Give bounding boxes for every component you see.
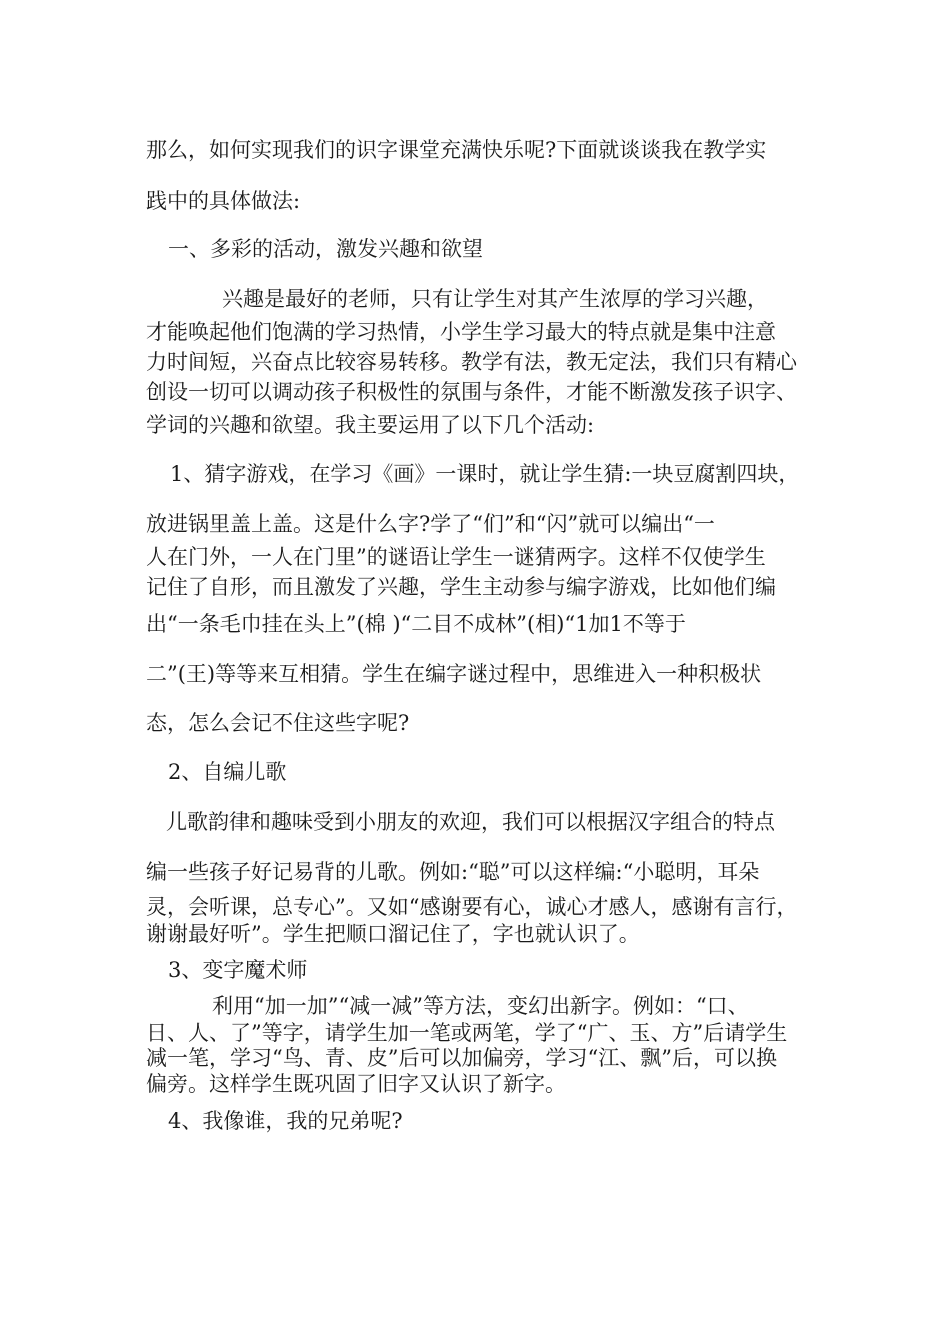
paragraph-line: 二”(王)等等来互相猜。学生在编字谜过程中，思维进入一种积极状 — [146, 662, 762, 686]
section-heading: 一、多彩的活动，激发兴趣和欲望 — [168, 237, 483, 261]
paragraph-line: 儿歌韵律和趣味受到小朋友的欢迎，我们可以根据汉字组合的特点 — [166, 810, 775, 834]
paragraph-line: 践中的具体做法: — [146, 189, 301, 213]
paragraph-line: 利用“加一加”“减一减”等方法，变幻出新字。例如：“口、 — [212, 994, 749, 1018]
subsection-heading: 2、自编儿歌 — [168, 760, 287, 784]
paragraph-line: 力时间短，兴奋点比较容易转移。教学有法，教无定法，我们只有精心 — [146, 350, 797, 374]
paragraph-line: 偏旁。这样学生既巩固了旧字又认识了新字。 — [146, 1072, 566, 1096]
paragraph-line: 态，怎么会记不住这些字呢? — [146, 711, 410, 735]
subsection-heading: 4、我像谁，我的兄弟呢? — [168, 1109, 403, 1133]
paragraph-line: 兴趣是最好的老师，只有让学生对其产生浓厚的学习兴趣， — [222, 287, 768, 311]
paragraph-line: 编一些孩子好记易背的儿歌。例如:“聪”可以这样编:“小聪明，耳朵 — [146, 860, 760, 884]
paragraph-line: 出“一条毛巾挂在头上”(棉 )“二目不成林”(相)“1加1不等于 — [146, 612, 686, 636]
paragraph-line: 那么，如何实现我们的识字课堂充满快乐呢?下面就谈谈我在教学实 — [146, 138, 767, 162]
paragraph-line: 才能唤起他们饱满的学习热情，小学生学习最大的特点就是集中注意 — [146, 320, 776, 344]
paragraph-line: 灵，会听课，总专心”。又如“感谢要有心，诚心才感人，感谢有言行， — [146, 895, 798, 919]
paragraph-line: 记住了自形，而且激发了兴趣，学生主动参与编字游戏，比如他们编 — [146, 575, 776, 599]
paragraph-line: 日、人、了”等字，请学生加一笔或两笔，学了“广、玉、方”后请学生 — [146, 1021, 788, 1045]
subsection-heading: 3、变字魔术师 — [168, 958, 308, 982]
subsection-heading: 1、猜字游戏，在学习《画》一课时，就让学生猜:一块豆腐割四块， — [170, 462, 800, 486]
paragraph-line: 谢谢最好听”。学生把顺口溜记住了，字也就认识了。 — [146, 922, 640, 946]
paragraph-line: 创设一切可以调动孩子积极性的氛围与条件，才能不断激发孩子识字、 — [146, 380, 797, 404]
paragraph-line: 放进锅里盖上盖。这是什么字?学了“们”和“闪”就可以编出“一 — [146, 512, 715, 536]
paragraph-line: 减一笔，学习“鸟、青、皮”后可以加偏旁，学习“江、飘”后，可以换 — [146, 1046, 777, 1070]
paragraph-line: 学词的兴趣和欲望。我主要运用了以下几个活动: — [146, 413, 595, 437]
paragraph-line: 人在门外，一人在门里”的谜语让学生一谜猜两字。这样不仅使学生 — [146, 545, 766, 569]
